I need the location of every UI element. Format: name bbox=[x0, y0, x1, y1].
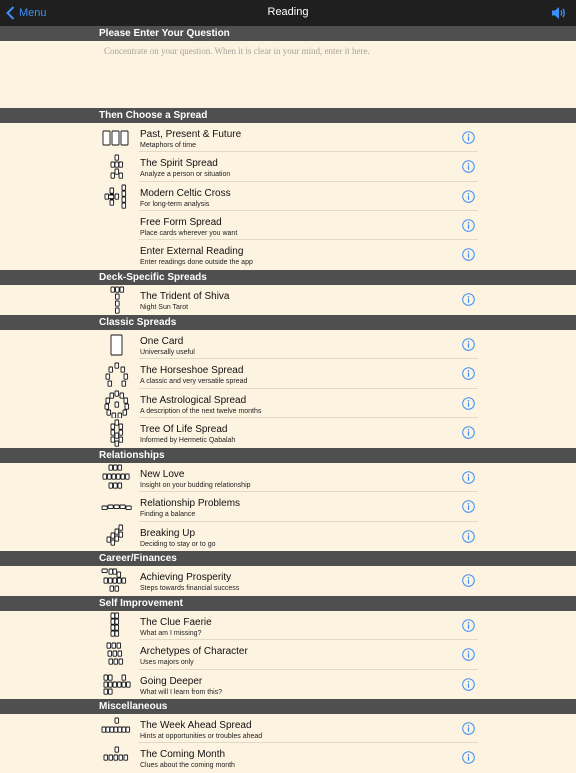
spread-title: The Coming Month bbox=[140, 749, 226, 761]
spread-subtitle: Universally useful bbox=[140, 349, 195, 356]
spread-subtitle: Hints at opportunities or troubles ahead bbox=[140, 733, 263, 740]
spread-subtitle: Finding a balance bbox=[140, 511, 196, 519]
section-header: Career/Finances bbox=[0, 551, 576, 566]
info-icon[interactable] bbox=[462, 722, 475, 735]
spread-row[interactable] bbox=[0, 182, 576, 211]
spread-row[interactable] bbox=[0, 670, 576, 699]
tree-of-life-icon bbox=[100, 419, 134, 447]
spread-title: The Spirit Spread bbox=[140, 158, 218, 170]
spread-title: Breaking Up bbox=[140, 527, 196, 539]
spread-title: The Astrological Spread bbox=[140, 394, 247, 406]
spread-row[interactable] bbox=[0, 743, 576, 772]
info-icon[interactable] bbox=[462, 293, 475, 306]
spread-subtitle: A classic and very versatile spread bbox=[140, 378, 248, 386]
spread-subtitle: Metaphors of time bbox=[140, 142, 197, 149]
info-icon[interactable] bbox=[462, 751, 475, 764]
page-title: Reading bbox=[267, 6, 309, 18]
clue-faerie-icon bbox=[100, 612, 134, 640]
breaking-up-icon bbox=[100, 523, 134, 551]
spread-row[interactable] bbox=[0, 285, 576, 314]
info-icon[interactable] bbox=[462, 248, 475, 261]
spread-subtitle: For long-term analysis bbox=[140, 200, 210, 208]
spread-title: Relationship Problems bbox=[140, 498, 241, 510]
horseshoe-spread-icon bbox=[100, 360, 134, 388]
spread-title: Archetypes of Character bbox=[140, 646, 248, 658]
spread-title: Free Form Spread bbox=[140, 216, 222, 228]
spread-subtitle: A description of the next twelve months bbox=[140, 407, 262, 415]
question-input[interactable]: Concentrate on your question. When it is clear in your mind, enter it here. bbox=[104, 46, 370, 56]
info-icon[interactable] bbox=[462, 131, 475, 144]
trident-spread-icon bbox=[100, 286, 134, 314]
spread-subtitle: Uses majors only bbox=[140, 659, 194, 667]
spread-subtitle: Informed by Hermetic Qabalah bbox=[140, 436, 236, 444]
astrological-spread-icon bbox=[100, 390, 134, 418]
new-love-icon bbox=[100, 464, 134, 492]
spread-subtitle: Night Sun Tarot bbox=[140, 304, 189, 311]
spread-subtitle: Steps towards financial success bbox=[140, 585, 240, 592]
spread-subtitle: What will I learn from this? bbox=[140, 688, 223, 696]
spread-subtitle: Clues about the coming month bbox=[140, 762, 235, 770]
info-icon[interactable] bbox=[462, 367, 475, 380]
spread-title: One Card bbox=[140, 336, 184, 347]
info-icon[interactable] bbox=[462, 574, 475, 587]
week-ahead-icon bbox=[100, 715, 134, 743]
info-icon[interactable] bbox=[462, 678, 475, 691]
spread-subtitle: Enter readings done outside the app bbox=[140, 259, 253, 267]
spread-row[interactable] bbox=[0, 211, 576, 240]
section-header: Relationships bbox=[0, 448, 576, 463]
spread-row[interactable] bbox=[0, 611, 576, 640]
one-card-icon bbox=[100, 331, 134, 359]
info-icon[interactable] bbox=[462, 397, 475, 410]
spread-title: The Week Ahead Spread bbox=[140, 720, 252, 731]
question-section-header: Please Enter Your Question bbox=[0, 26, 576, 41]
spread-row[interactable] bbox=[0, 330, 576, 359]
relationship-problems-icon bbox=[100, 493, 134, 521]
spread-subtitle: Place cards wherever you want bbox=[140, 229, 238, 237]
info-icon[interactable] bbox=[462, 648, 475, 661]
info-icon[interactable] bbox=[462, 160, 475, 173]
spread-row[interactable] bbox=[0, 566, 576, 595]
spread-subtitle: Analyze a person or situation bbox=[140, 171, 231, 179]
spread-subtitle: Deciding to stay or to go bbox=[140, 540, 216, 548]
info-icon[interactable] bbox=[462, 338, 475, 351]
spread-title: Past, Present & Future bbox=[140, 129, 242, 140]
info-icon[interactable] bbox=[462, 530, 475, 543]
coming-month-icon bbox=[100, 744, 134, 772]
spread-row[interactable] bbox=[0, 492, 576, 521]
spread-row[interactable] bbox=[0, 240, 576, 269]
spread-row[interactable] bbox=[0, 418, 576, 447]
spread-row[interactable] bbox=[0, 522, 576, 551]
section-header: Deck-Specific Spreads bbox=[0, 270, 576, 285]
section-header: Self Improvement bbox=[0, 596, 576, 611]
info-icon[interactable] bbox=[462, 500, 475, 513]
spread-title: Tree Of Life Spread bbox=[140, 423, 228, 435]
spirit-spread-icon bbox=[100, 153, 134, 181]
info-icon[interactable] bbox=[462, 219, 475, 232]
going-deeper-icon bbox=[100, 671, 134, 699]
speaker-icon[interactable] bbox=[551, 6, 567, 20]
spread-subtitle: What am I missing? bbox=[140, 630, 202, 637]
info-icon[interactable] bbox=[462, 471, 475, 484]
spread-row[interactable] bbox=[0, 359, 576, 388]
spread-title: The Horseshoe Spread bbox=[140, 365, 244, 377]
spread-title: Modern Celtic Cross bbox=[140, 187, 231, 199]
spread-row[interactable] bbox=[0, 463, 576, 492]
prosperity-spread-icon bbox=[100, 567, 134, 595]
back-button-label: Menu bbox=[19, 7, 47, 19]
spread-subtitle: Insight on your budding relationship bbox=[140, 482, 251, 489]
spread-row[interactable] bbox=[0, 714, 576, 743]
section-header: Classic Spreads bbox=[0, 315, 576, 330]
spread-title: Going Deeper bbox=[140, 675, 203, 687]
archetypes-icon bbox=[100, 641, 134, 669]
navigation-bar bbox=[0, 0, 576, 26]
spread-row[interactable] bbox=[0, 123, 576, 152]
section-header: Miscellaneous bbox=[0, 699, 576, 714]
spread-title: New Love bbox=[140, 469, 185, 480]
info-icon[interactable] bbox=[462, 426, 475, 439]
spread-title: The Trident of Shiva bbox=[140, 291, 230, 302]
spread-row[interactable] bbox=[0, 152, 576, 181]
spread-row[interactable] bbox=[0, 389, 576, 418]
spread-title: Achieving Prosperity bbox=[140, 572, 232, 583]
spread-title: Enter External Reading bbox=[140, 246, 244, 258]
spread-title: The Clue Faerie bbox=[140, 617, 212, 628]
info-icon[interactable] bbox=[462, 190, 475, 203]
info-icon[interactable] bbox=[462, 619, 475, 632]
three-card-spread-icon bbox=[100, 124, 134, 152]
celtic-cross-icon bbox=[100, 183, 134, 211]
spread-section-header: Then Choose a Spread bbox=[0, 108, 576, 123]
spread-row[interactable] bbox=[0, 640, 576, 669]
